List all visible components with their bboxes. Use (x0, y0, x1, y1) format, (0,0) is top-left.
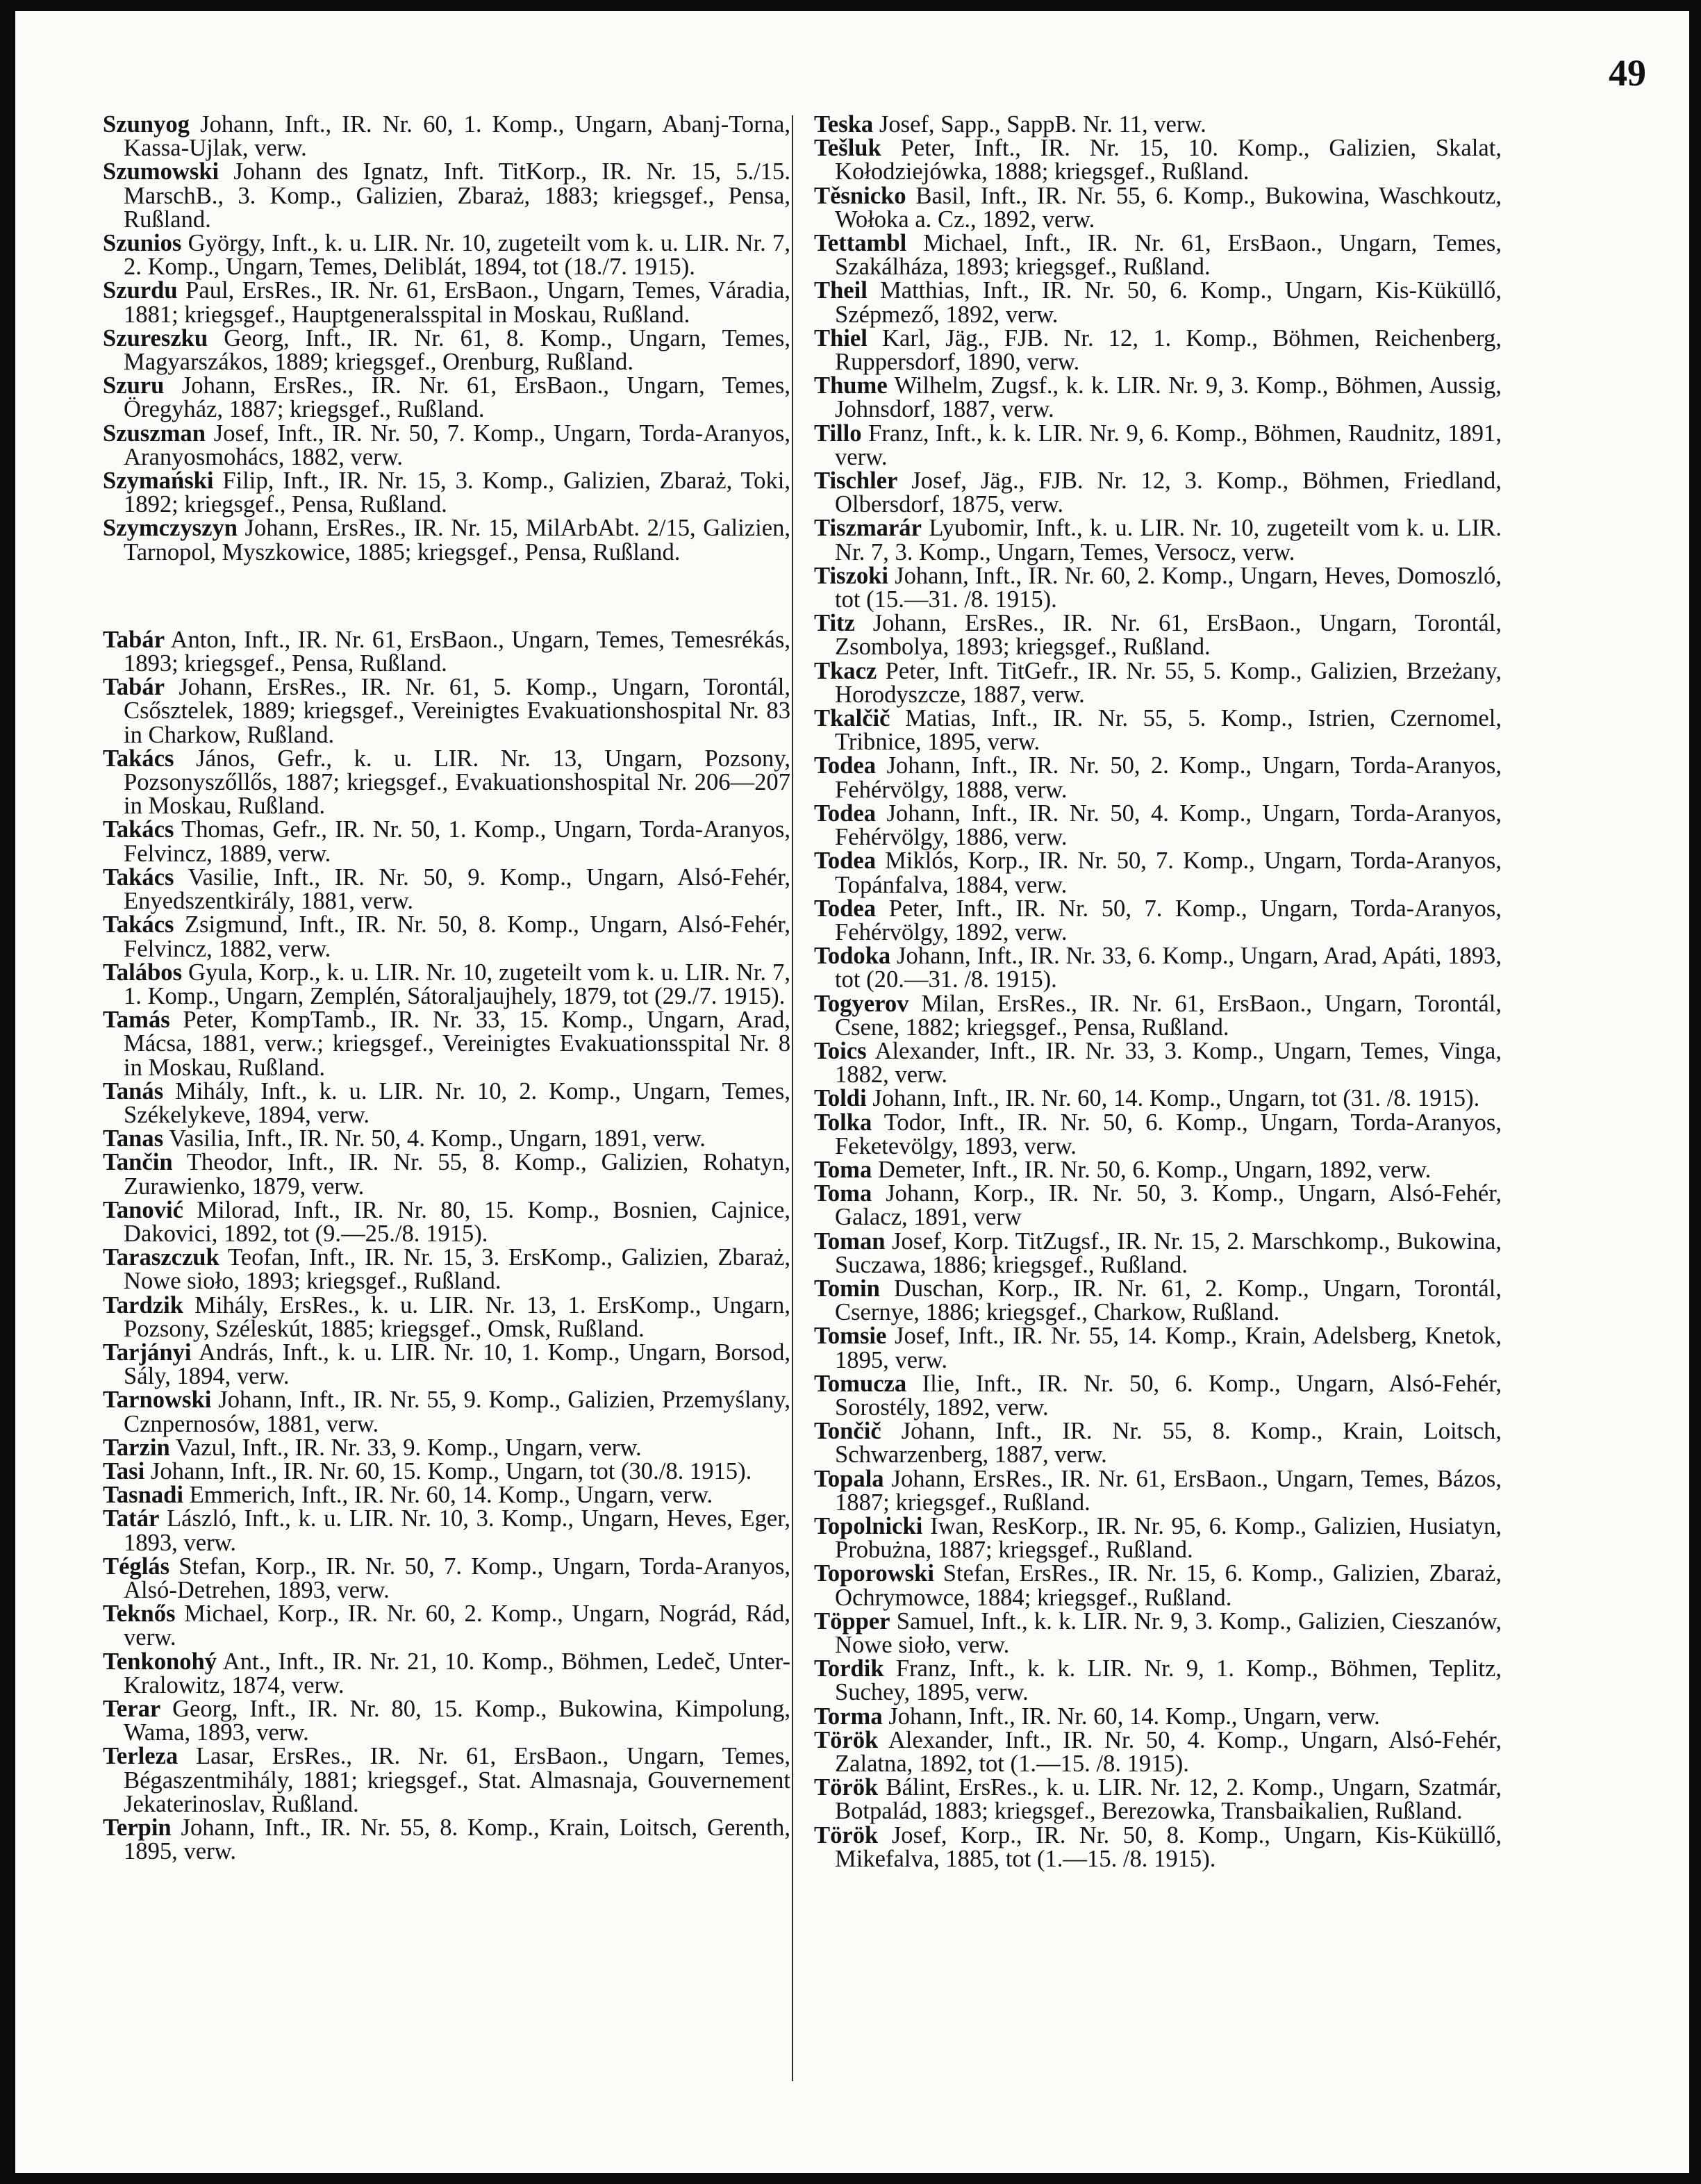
list-entry (814, 564, 1502, 611)
list-entry (814, 1467, 1502, 1514)
list-entry (814, 136, 1502, 183)
entry-details: Josef, Jäg., FJB. Nr. 12, 3. Komp., Böhmen, Friedland, Olbersdorf, 1875, verw. (835, 468, 1502, 518)
entry-surname: Szymański (103, 468, 214, 495)
list-entry (103, 326, 790, 374)
entry-surname: Topolnicki (814, 1512, 923, 1539)
entry-surname: Tatár (103, 1505, 160, 1532)
list-entry (814, 231, 1502, 279)
entry-details: Mihály, ErsRes., k. u. LIR. Nr. 13, 1. ErsKomp., Ungarn, Pozsony, Széleskút, 1885; kriegsgef., Omsk, Rußland. (124, 1291, 790, 1342)
list-entry (814, 422, 1502, 469)
entry-surname: Tkacz (814, 657, 877, 684)
entry-surname: Tarjányi (103, 1339, 192, 1366)
list-entry (814, 706, 1502, 754)
list-entry (103, 1555, 790, 1602)
entry-details: Georg, Inft., IR. Nr. 80, 15. Komp., Bukowina, Kimpolung, Wama, 1893, verw. (124, 1696, 790, 1746)
entry-surname: Töpper (814, 1607, 890, 1635)
entry-surname: Tamás (103, 1007, 170, 1034)
entry-surname: Talábos (103, 959, 183, 986)
entry-surname: Thiel (814, 324, 868, 351)
list-entry (814, 1418, 1502, 1469)
entry-details: Johann, ErsRes., IR. Nr. 61, ErsBaon., Ungarn, Temes, Bázos, 1887; kriegsgef., Rußland. (835, 1465, 1502, 1516)
entry-details: Peter, Inft., IR. Nr. 50, 7. Komp., Ungarn, Torda-Aranyos, Fehérvölgy, 1892, verw. (835, 895, 1502, 945)
entry-surname: Terleza (103, 1743, 179, 1770)
list-entry (814, 1182, 1502, 1229)
entry-surname: Tanas (103, 1125, 164, 1152)
list-entry (103, 1150, 790, 1198)
entry-details: Josef, Korp., IR. Nr. 50, 8. Komp., Ungarn, Kis-Küküllő, Mikefalva, 1885, tot (1.—15. /8. 1915). (835, 1821, 1502, 1872)
entry-details: Zsigmund, Inft., IR. Nr. 50, 8. Komp., Ungarn, Alsó-Fehér, Felvincz, 1882, verw. (124, 911, 790, 962)
entry-details: Franz, Inft., k. k. LIR. Nr. 9, 6. Komp., Böhmen, Raudnitz, 1891, verw. (835, 420, 1502, 470)
list-entry (103, 1008, 790, 1079)
entry-surname: Tomsie (814, 1323, 887, 1350)
entry-details: Theodor, Inft., IR. Nr. 55, 8. Komp., Galizien, Rohatyn, Zurawienko, 1879, verw. (124, 1149, 790, 1200)
entry-details: Emmerich, Inft., IR. Nr. 60, 14. Komp., Ungarn, verw. (183, 1482, 713, 1509)
list-entry (103, 469, 790, 516)
right-column (814, 113, 1502, 1871)
entry-surname: Tarnowski (103, 1387, 212, 1414)
list-entry (103, 160, 790, 231)
entry-surname: Taraszczuk (103, 1244, 219, 1271)
entry-surname: Terar (103, 1696, 161, 1722)
entry-details: Samuel, Inft., k. k. LIR. Nr. 9, 3. Komp., Galizien, Cieszanów, Nowe sioło, verw. (835, 1607, 1502, 1658)
entry-surname: Török (814, 1726, 879, 1753)
entry-details: Johann, Inft., IR. Nr. 60, 2. Komp., Ungarn, Heves, Domoszló, tot (15.—31. /8. 1915). (835, 562, 1502, 613)
entry-details: Matthias, Inft., IR. Nr. 50, 6. Komp., Ungarn, Kis-Küküllő, Szépmező, 1892, verw. (835, 277, 1502, 328)
entry-surname: Tabár (103, 626, 165, 653)
entry-details: Georg, Inft., IR. Nr. 61, 8. Komp., Ungarn, Temes, Magyarszákos, 1889; kriegsgef., Orenburg, Rußland. (124, 324, 790, 376)
entry-surname: Takács (103, 911, 174, 938)
entry-details: Johann, ErsRes., IR. Nr. 15, MilArbAbt. 2/15, Galizien, Tarnopol, Myszkowice, 1885; kriegsgef., Pensa, Rußland. (124, 515, 790, 565)
entry-details: Johann, Inft., IR. Nr. 50, 2. Komp., Ungarn, Torda-Aranyos, Fehérvölgy, 1888, verw. (835, 752, 1502, 803)
list-entry (103, 1816, 790, 1863)
list-entry (814, 944, 1502, 991)
list-entry (103, 1650, 790, 1697)
entry-surname: Tiszmarár (814, 515, 922, 542)
list-entry (814, 1657, 1502, 1704)
list-entry (103, 1483, 790, 1507)
entry-details: Duschan, Korp., IR. Nr. 61, 2. Komp., Ungarn, Torontál, Csernye, 1886; kriegsgef., Charkow, Rußland. (835, 1275, 1502, 1326)
entry-details: Johann, Inft., IR. Nr. 60, 14. Komp., Ungarn, tot (31. /8. 1915). (866, 1085, 1480, 1112)
list-entry (103, 374, 790, 421)
entry-surname: Teska (814, 111, 874, 138)
entry-surname: Szuru (103, 372, 165, 399)
list-entry (814, 374, 1502, 421)
entry-details: Matias, Inft., IR. Nr. 55, 5. Komp., Istrien, Czernomel, Tribnice, 1895, verw. (835, 705, 1502, 756)
list-entry (814, 1562, 1502, 1609)
list-entry (814, 849, 1502, 896)
entry-details: Milan, ErsRes., IR. Nr. 61, ErsBaon., Ungarn, Torontál, Csene, 1882; kriegsgef., Pensa, Rußland. (835, 990, 1502, 1041)
entry-details: Paul, ErsRes., IR. Nr. 61, ErsBaon., Ungarn, Temes, Váradia, 1881; kriegsgef., Hauptgeneralsspital in Moskau, Rußland. (124, 277, 790, 328)
list-entry (103, 1388, 790, 1435)
entry-surname: Terpin (103, 1814, 172, 1842)
entry-details: Johann, ErsRes., IR. Nr. 61, 5. Komp., Ungarn, Torontál, Csősztelek, 1889; kriegsgef., Vereinigtes Evakuationshospital Nr. 83 in Charkow, Rußland. (124, 674, 790, 748)
entry-surname: Tiszoki (814, 562, 888, 589)
entry-details: János, Gefr., k. u. LIR. Nr. 13, Ungarn, Pozsony, Pozsonyszőllős, 1887; kriegsgef., Evakuationshospital Nr. 206—207 in Moskau, Rußland. (124, 745, 790, 820)
entry-surname: Toporowski (814, 1560, 934, 1587)
list-entry (814, 1607, 1502, 1658)
entry-surname: Szumowski (103, 158, 219, 185)
list-entry (814, 802, 1502, 849)
entry-surname: Těsnicko (814, 182, 906, 209)
entry-details: Johann, ErsRes., IR. Nr. 61, ErsBaon., Ungarn, Temes, Öregyház, 1887; kriegsgef., Rußland. (124, 372, 790, 423)
entry-details: Johann, Inft., IR. Nr. 60, 1. Komp., Ungarn, Abanj-Torna, Kassa-Ujlak, verw. (124, 111, 790, 162)
list-entry (814, 516, 1502, 563)
entry-surname: Teknős (103, 1600, 176, 1628)
entry-surname: Thume (814, 372, 888, 399)
entry-details: Iwan, ResKorp., IR. Nr. 95, 6. Komp., Galizien, Husiatyn, Probużna, 1887; kriegsgef., Rußland. (835, 1512, 1502, 1564)
entry-surname: Togyerov (814, 990, 909, 1017)
entry-surname: Tenkonohý (103, 1648, 217, 1675)
entry-details: Johann, Inft., IR. Nr. 60, 14. Komp., Ungarn, verw. (882, 1703, 1380, 1730)
entry-surname: Szurdu (103, 277, 178, 304)
list-entry (814, 1728, 1502, 1776)
entry-surname: Tolka (814, 1109, 872, 1136)
list-entry (814, 1037, 1502, 1089)
list-entry (814, 1324, 1502, 1371)
entry-details: Todor, Inft., IR. Nr. 50, 6. Komp., Ungarn, Torda-Aranyos, Feketevölgy, 1893, verw. (835, 1109, 1502, 1159)
list-entry (103, 1246, 790, 1293)
entry-surname: Todea (814, 800, 877, 827)
entry-details: Johann, Korp., IR. Nr. 50, 3. Komp., Ungarn, Alsó-Fehér, Galacz, 1891, verw (835, 1180, 1502, 1231)
list-entry (103, 1198, 790, 1246)
entry-details: Johann des Ignatz, Inft. TitKorp., IR. Nr. 15, 5./15. MarschB., 3. Komp., Galizien, Zbaraż, 1883; kriegsgef., Pensa, Rußland. (124, 158, 790, 233)
list-entry (814, 897, 1502, 944)
left-column (103, 113, 790, 1863)
entry-surname: Tešluk (814, 135, 881, 162)
entry-details: Ant., Inft., IR. Nr. 21, 10. Komp., Böhmen, Ledeč, Unter-Kralowitz, 1874, verw. (124, 1648, 790, 1698)
entry-surname: Tančin (103, 1149, 173, 1176)
list-entry (814, 1514, 1502, 1562)
entry-surname: Todoka (814, 943, 891, 970)
entry-surname: Tončič (814, 1418, 881, 1445)
entry-surname: Tkalčič (814, 705, 890, 732)
entry-surname: Tillo (814, 420, 862, 447)
entry-surname: Theil (814, 277, 868, 304)
entry-surname: Takács (103, 863, 174, 891)
list-entry (103, 231, 790, 279)
list-entry (103, 913, 790, 960)
list-entry (814, 1705, 1502, 1728)
entry-surname: Todea (814, 847, 877, 875)
entry-surname: Szymczyszyn (103, 515, 238, 542)
entry-surname: Tasi (103, 1457, 145, 1484)
entry-details: Gyula, Korp., k. u. LIR. Nr. 10, zugeteilt vom k. u. LIR. Nr. 7, 1. Komp., Ungarn, Zemplén, Sátoraljaujhely, 1879, tot (29./7. 1915). (124, 959, 790, 1009)
entry-details: Thomas, Gefr., IR. Nr. 50, 1. Komp., Ungarn, Torda-Aranyos, Felvincz, 1889, verw. (124, 816, 790, 867)
entry-details: Alexander, Inft., IR. Nr. 50, 4. Komp., Ungarn, Alsó-Fehér, Zalatna, 1892, tot (1.—15. /8. 1915). (835, 1726, 1502, 1778)
entry-details: Anton, Inft., IR. Nr. 61, ErsBaon., Ungarn, Temes, Temesrékás, 1893; kriegsgef., Pensa, Rußland. (124, 626, 790, 677)
list-entry (103, 1459, 790, 1483)
entry-surname: Tomucza (814, 1370, 907, 1397)
list-entry (814, 1776, 1502, 1823)
list-entry (103, 747, 790, 818)
entry-surname: Tardzik (103, 1291, 183, 1318)
entry-details: Lyubomir, Inft., k. u. LIR. Nr. 10, zugeteilt vom k. u. LIR. Nr. 7, 3. Komp., Ungarn, Temes, Versocz, verw. (835, 515, 1502, 565)
entry-details: Josef, Sapp., SappB. Nr. 11, verw. (873, 111, 1206, 138)
column-divider (792, 115, 793, 2081)
entry-surname: Toics (814, 1037, 867, 1064)
list-entry (103, 1436, 790, 1459)
entry-surname: Tanović (103, 1196, 183, 1223)
entry-details: Johann, Inft., IR. Nr. 55, 9. Komp., Galizien, Przemyślany, Cznpernosów, 1881, verw. (124, 1387, 790, 1437)
entry-surname: Toma (814, 1156, 872, 1183)
entry-details: Basil, Inft., IR. Nr. 55, 6. Komp., Bukowina, Waschkoutz, Wołoka a. Cz., 1892, verw. (835, 182, 1502, 233)
entry-surname: Tettambl (814, 230, 907, 257)
list-entry (814, 1227, 1502, 1278)
entry-details: Milorad, Inft., IR. Nr. 80, 15. Komp., Bosnien, Cajnice, Dakovici, 1892, tot (9.—25./8. 1915). (124, 1196, 790, 1247)
list-entry (814, 326, 1502, 374)
entry-details: György, Inft., k. u. LIR. Nr. 10, zugeteilt vom k. u. LIR. Nr. 7, 2. Komp., Ungarn, Temes, Deliblát, 1894, tot (18./7. 1915). (124, 230, 790, 281)
entry-details: Johann, Inft., IR. Nr. 33, 6. Komp., Ungarn, Arad, Apáti, 1893, tot (20.—31. /8. 1915). (835, 943, 1502, 993)
entry-details: Lasar, ErsRes., IR. Nr. 61, ErsBaon., Ungarn, Temes, Bégaszentmihály, 1881; kriegsgef., Stat. Almasnaja, Gouvernement Jekaterinoslav, Rußland. (124, 1743, 790, 1817)
entry-surname: Szunios (103, 230, 182, 257)
entry-details: Teofan, Inft., IR. Nr. 15, 3. ErsKomp., Galizien, Zbaraż, Nowe sioło, 1893; kriegsgef., Rußland. (124, 1244, 790, 1295)
entry-surname: Tischler (814, 468, 898, 495)
list-entry (103, 1507, 790, 1554)
entry-details: Michael, Korp., IR. Nr. 60, 2. Komp., Ungarn, Nográd, Rád, verw. (124, 1600, 790, 1651)
entry-surname: Toman (814, 1227, 886, 1255)
entry-surname: Tarzin (103, 1434, 170, 1461)
entry-surname: Tomin (814, 1275, 880, 1302)
entry-surname: Topala (814, 1465, 884, 1492)
entry-details: Mihály, Inft., k. u. LIR. Nr. 10, 2. Komp., Ungarn, Temes, Székelykeve, 1894, verw. (124, 1077, 790, 1128)
entry-details: Karl, Jäg., FJB. Nr. 12, 1. Komp., Böhmen, Reichenberg, Ruppersdorf, 1890, verw. (835, 324, 1502, 376)
entry-details: Stefan, Korp., IR. Nr. 50, 7. Komp., Ungarn, Torda-Aranyos, Alsó-Detrehen, 1893, verw. (124, 1553, 790, 1603)
entry-details: Franz, Inft., k. k. LIR. Nr. 9, 1. Komp., Böhmen, Teplitz, Suchey, 1895, verw. (835, 1655, 1502, 1706)
entry-details: Johann, Inft., IR. Nr. 60, 15. Komp., Ungarn, tot (30./8. 1915). (144, 1457, 752, 1484)
list-entry (103, 1341, 790, 1388)
list-entry (814, 1158, 1502, 1182)
entry-details: Peter, Inft. TitGefr., IR. Nr. 55, 5. Komp., Galizien, Brzeżany, Horodyszcze, 1887, verw. (835, 657, 1502, 708)
entry-surname: Tanás (103, 1077, 164, 1105)
entry-details: Johann, ErsRes., IR. Nr. 61, ErsBaon., Ungarn, Torontál, Zsombolya, 1893; kriegsgef., Rußland. (835, 610, 1502, 661)
list-entry (103, 1744, 790, 1816)
list-entry (103, 863, 790, 915)
entry-details: Michael, Inft., IR. Nr. 61, ErsBaon., Ungarn, Temes, Szakálháza, 1893; kriegsgef., Rußland. (835, 230, 1502, 281)
list-entry (814, 279, 1502, 326)
list-entry (814, 754, 1502, 801)
entry-details: Peter, KompTamb., IR. Nr. 33, 15. Komp., Ungarn, Arad, Mácsa, 1881, verw.; kriegsgef., Vereinigtes Evakuationsspital Nr. 8 in Moskau, Rußland. (124, 1007, 790, 1081)
entry-details: Johann, Inft., IR. Nr. 55, 8. Komp., Krain, Loitsch, Schwarzenberg, 1887, verw. (835, 1418, 1502, 1469)
entry-details: Josef, Inft., IR. Nr. 50, 7. Komp., Ungarn, Torda-Aranyos, Aranyosmohács, 1882, verw. (124, 420, 790, 470)
list-entry (103, 1697, 790, 1744)
entry-details: Demeter, Inft., IR. Nr. 50, 6. Komp., Ungarn, 1892, verw. (872, 1156, 1432, 1183)
entry-details: László, Inft., k. u. LIR. Nr. 10, 3. Komp., Ungarn, Heves, Eger, 1893, verw. (124, 1505, 790, 1556)
entry-details: Vasilia, Inft., IR. Nr. 50, 4. Komp., Ungarn, 1891, verw. (163, 1125, 706, 1152)
entry-surname: Szunyog (103, 111, 190, 138)
list-entry (103, 422, 790, 469)
list-entry (103, 675, 790, 747)
list-entry (814, 611, 1502, 659)
entry-details: Miklós, Korp., IR. Nr. 50, 7. Komp., Ungarn, Torda-Aranyos, Topánfalva, 1884, verw. (835, 847, 1502, 898)
list-entry (814, 1111, 1502, 1158)
list-entry (814, 1823, 1502, 1871)
entry-details: Johann, Inft., IR. Nr. 55, 8. Komp., Krain, Loitsch, Gerenth, 1895, verw. (124, 1814, 790, 1865)
list-entry (814, 113, 1502, 136)
entry-surname: Todea (814, 752, 877, 779)
entry-details: Stefan, ErsRes., IR. Nr. 15, 6. Komp., Galizien, Zbaraż, Ochrymowce, 1884; kriegsgef., Rußland. (835, 1560, 1502, 1611)
entry-details: Bálint, ErsRes., k. u. LIR. Nr. 12, 2. Komp., Ungarn, Szatmár, Botpalád, 1883; kriegsgef., Berezowka, Transbaikalien, Rußland. (835, 1774, 1502, 1825)
list-entry (103, 113, 790, 160)
list-entry (103, 628, 790, 675)
entry-surname: Takács (103, 816, 174, 843)
list-entry (103, 818, 790, 865)
entry-details: András, Inft., k. u. LIR. Nr. 10, 1. Komp., Ungarn, Borsod, Sály, 1894, verw. (124, 1339, 790, 1390)
list-entry (814, 992, 1502, 1039)
entry-details: Ilie, Inft., IR. Nr. 50, 6. Komp., Ungarn, Alsó-Fehér, Sorostély, 1892, verw. (835, 1370, 1502, 1421)
list-entry (103, 1079, 790, 1127)
list-entry (103, 516, 790, 563)
entry-surname: Tabár (103, 674, 165, 701)
entry-details: Johann, Inft., IR. Nr. 50, 4. Komp., Ungarn, Torda-Aranyos, Fehérvölgy, 1886, verw. (835, 800, 1502, 851)
list-entry (814, 659, 1502, 706)
entry-surname: Toma (814, 1180, 872, 1207)
entry-surname: Tordik (814, 1655, 884, 1682)
entry-surname: Torma (814, 1703, 883, 1730)
entry-details: Josef, Korp. TitZugsf., IR. Nr. 15, 2. Marschkomp., Bukowina, Suczawa, 1886; kriegsgef., Rußland. (835, 1227, 1502, 1278)
entry-details: Alexander, Inft., IR. Nr. 33, 3. Komp., Ungarn, Temes, Vinga, 1882, verw. (835, 1037, 1502, 1089)
list-entry (103, 1127, 790, 1150)
entry-surname: Szureszku (103, 324, 208, 351)
list-entry (814, 1277, 1502, 1324)
document-page (15, 11, 1689, 2173)
entry-surname: Todea (814, 895, 877, 922)
entry-surname: Téglás (103, 1553, 170, 1580)
entry-surname: Toldi (814, 1085, 867, 1112)
list-entry (814, 184, 1502, 231)
list-entry (814, 1086, 1502, 1110)
entry-details: Vasilie, Inft., IR. Nr. 50, 9. Komp., Ungarn, Alsó-Fehér, Enyedszentkirály, 1881, verw. (124, 863, 790, 915)
list-entry (103, 279, 790, 326)
list-entry (814, 1372, 1502, 1419)
entry-surname: Tasnadi (103, 1482, 183, 1509)
entry-details: Wilhelm, Zugsf., k. k. LIR. Nr. 9, 3. Komp., Böhmen, Aussig, Johnsdorf, 1887, verw. (835, 372, 1502, 423)
entry-details: Peter, Inft., IR. Nr. 15, 10. Komp., Galizien, Skalat, Kołodziejówka, 1888; kriegsgef., Rußland. (835, 135, 1502, 185)
entry-details: Filip, Inft., IR. Nr. 15, 3. Komp., Galizien, Zbaraż, Toki, 1892; kriegsgef., Pensa, Rußland. (124, 468, 790, 518)
entry-details: Josef, Inft., IR. Nr. 55, 14. Komp., Krain, Adelsberg, Knetok, 1895, verw. (835, 1323, 1502, 1373)
list-entry (103, 1293, 790, 1341)
list-entry (103, 1602, 790, 1649)
entry-surname: Takács (103, 745, 174, 772)
entry-surname: Török (814, 1774, 879, 1801)
entry-surname: Török (814, 1821, 879, 1848)
page-number: 49 (1609, 52, 1646, 94)
list-entry (814, 469, 1502, 516)
section-gap (103, 564, 790, 628)
entry-surname: Szuszman (103, 420, 206, 447)
list-entry (103, 961, 790, 1008)
entry-surname: Titz (814, 610, 855, 637)
entry-details: Vazul, Inft., IR. Nr. 33, 9. Komp., Ungarn, verw. (169, 1434, 642, 1461)
